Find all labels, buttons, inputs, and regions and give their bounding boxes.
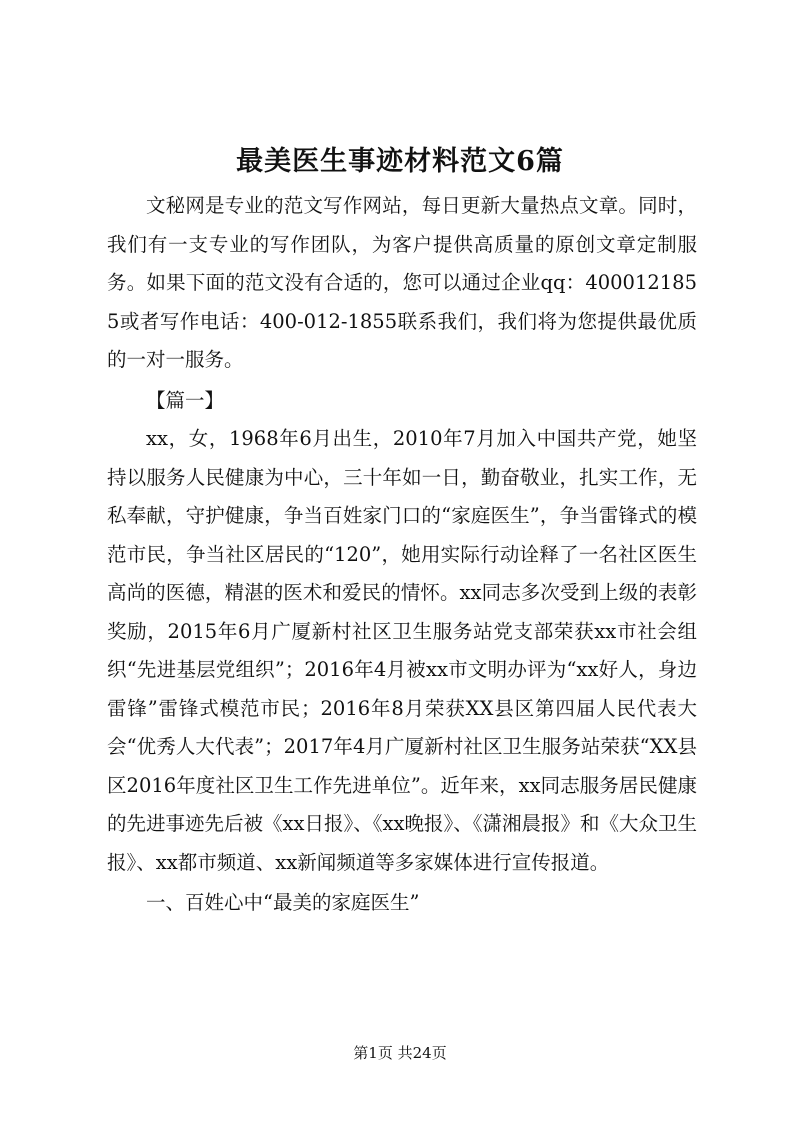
- document-title: 最美医生事迹材料范文6篇: [236, 146, 564, 177]
- intro-paragraph: 文秘网是专业的范文写作网站，每日更新大量热点文章。同时，我们有一支专业的写作团队，为客户提供高质量的原创文章定制服务。如果下面的范文没有合适的，您可以通过企业qq：4000121855或者写作电话：400-012-1855联系我们，我们将为您提供最优质的一对一服务。: [107, 194, 697, 371]
- section-subheading: 一、百姓心中“最美的家庭医生”: [146, 891, 420, 914]
- section-label: 【篇一】: [146, 388, 225, 412]
- document-body: [107, 187, 697, 923]
- page-number-footer: 第1页 共24页: [353, 1044, 447, 1062]
- body-paragraph: xx，女，1968年6月出生，2010年7月加入中国共产党，她坚持以服务人民健康为中心，三十年如一日，勤奋敬业，扎实工作，无私奉献，守护健康，争当百姓家门口的“家庭医生”，争当雷锋式的模范市民，争当社区居民的“120”，她用实际行动诠释了一名社区医生高尚的医德，精湛的医术和爱民的情怀。xx同志多次受到上级的表彰奖励，2015年6月广厦新村社区卫生服务站党支部荣获xx市社会组织“先进基层党组织”；2016年4月被xx市文明办评为“xx好人，身边雷锋”雷锋式模范市民；2016年8月荣获XX县区第四届人民代表大会“优秀人大代表”；2017年4月广厦新村社区卫生服务站荣获“XX县区2016年度社区卫生工作先进单位”。近年来，xx同志服务居民健康的先进事迹先后被《xx日报》、《xx晚报》、《潇湘晨报》和《大众卫生报》、xx都市频道、xx新闻频道等多家媒体进行宣传报道。: [107, 427, 697, 874]
